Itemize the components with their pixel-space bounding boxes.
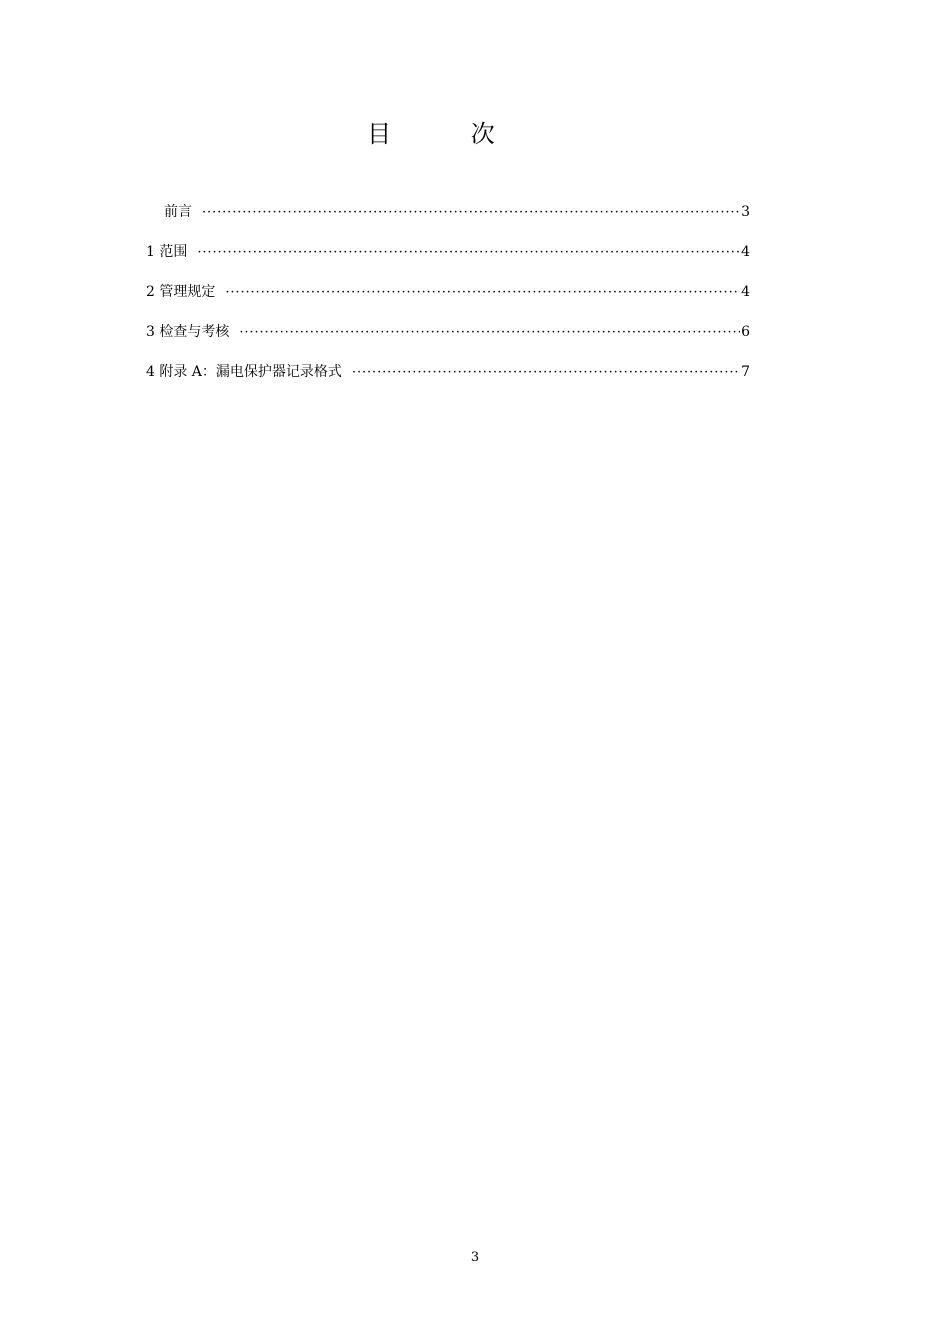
toc-dot-leader (239, 321, 740, 345)
toc-entry-label: 3 检查与考核 (146, 324, 230, 340)
page-title: 目 次 (367, 120, 531, 148)
toc-entry-label: 4 附录 A：漏电保护器记录格式 (146, 364, 342, 380)
toc-entry-inspection[interactable] (146, 320, 750, 360)
toc-dot-leader (225, 281, 740, 305)
toc-entry-page: 4 (741, 244, 750, 260)
toc-entry-page: 3 (741, 204, 750, 220)
toc-entry-appendix-a[interactable] (146, 360, 750, 400)
toc-entry-page: 6 (741, 324, 750, 340)
toc-entry-label: 前言 (164, 204, 192, 220)
toc-entry-page: 7 (741, 364, 750, 380)
toc-entry-foreword[interactable] (146, 200, 750, 240)
toc-dot-leader (197, 241, 740, 265)
toc-dot-leader (352, 361, 740, 385)
toc-entry-label: 1 范围 (146, 244, 188, 260)
toc-entry-scope[interactable] (146, 240, 750, 280)
toc-entry-label: 2 管理规定 (146, 284, 216, 300)
toc-dot-leader (202, 201, 740, 225)
toc-entry-page: 4 (741, 284, 750, 300)
toc-entry-management-rules[interactable] (146, 280, 750, 320)
table-of-contents (146, 200, 750, 400)
page-number: 3 (470, 1250, 480, 1265)
